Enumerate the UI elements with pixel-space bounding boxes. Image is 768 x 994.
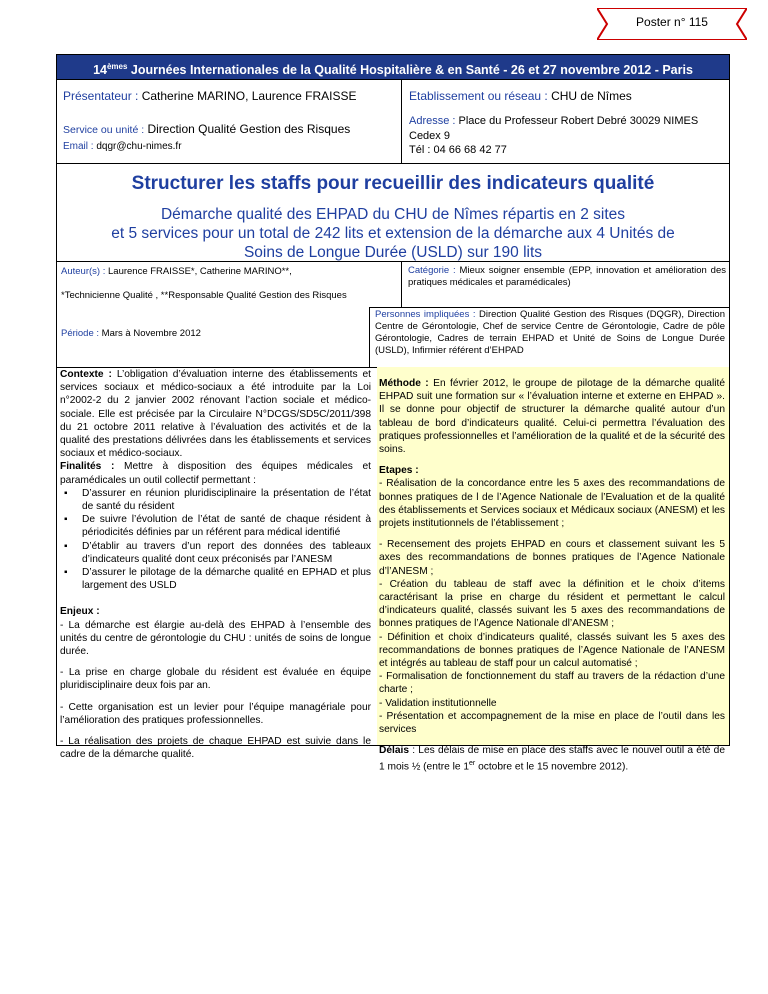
period: Période : Mars à Novembre 2012: [61, 328, 201, 339]
etape: - Définition et choix d’indicateurs qualité, classés suivant les 5 axes des recommandations de bonnes pratiques de l’Agence Nationale de l’ANESM et intégrés au tableau de staff pour un calcul automatisé ;: [379, 631, 725, 670]
poster-frame: [56, 54, 730, 773]
finalites-list: [60, 487, 371, 593]
enjeux-paragraph: - Cette organisation est un levier pour l’équipe managériale pour l’amélioration des pratiques professionnelles.: [60, 701, 371, 726]
authors-note: *Technicienne Qualité , **Responsable Qualité Gestion des Risques: [61, 290, 347, 301]
left-column: [60, 368, 371, 761]
persons-involved: Personnes impliquées : Direction Qualité Gestion des Risques (DQGR), Direction Centre de Gérontologie, Chef de service Centre de Gérontologie, Cadre de pôle Gérontologie, Cadres de terrain EHPAD et Unité de Soins de Longue Durée (USLD), Infirmier référent d’EHPAD: [375, 309, 725, 356]
etape: - Présentation et accompagnement de la mise en place de l’outil dans les services: [379, 710, 725, 736]
enjeux-heading: Enjeux :: [60, 606, 100, 618]
poster-title: Structurer les staffs pour recueillir des indicateurs qualité: [131, 173, 655, 194]
method: Méthode : En février 2012, le groupe de pilotage de la démarche qualité EHPAD suit une formation sur « l’évaluation interne et externe en EHPAD ». Il se donne pour objectif de structurer la démarche qualité autour d’un tableau de bord d’indicateurs qualité. Celui-ci permettra l’évaluation des pratiques professionnelles et l’amélioration de la qualité et de la sécurité des soins.: [379, 378, 725, 456]
etape: - Formalisation de fonctionnement du staff au travers de la rédaction d’une charte ;: [379, 671, 725, 696]
poster-number-badge: [597, 8, 747, 40]
list-item: ▪ De suivre l’évolution de l’état de santé de chaque résident à périodicités définies par un référent para médical identifié: [82, 513, 371, 539]
poster-number: Poster n° 115: [636, 15, 708, 29]
context: Contexte : L’obligation d’évaluation interne des établissements et services sociaux et médico-sociaux a été introduite par la Loi n°2002-2 du 2 janvier 2002 rénovant l’action sociale et médico-sociale. Elle est précisée par la Circulaire N°DCGS/SD5C/2011/398 du 21 octobre 2011 relative à l’évaluation des activités et de la qualité des prestations délivrées dans les établissements et services sociaux et médico-sociaux.: [60, 369, 371, 460]
address: Adresse : Place du Professeur Robert Debré 30029 NIMES Cedex 9 Tél : 04 66 68 42 77: [409, 115, 699, 156]
enjeux-paragraph: - La prise en charge globale du résident est évaluée en équipe pluridisciplinaire deux fois par an.: [60, 667, 371, 692]
authors: Auteur(s) : Laurence FRAISSE*, Catherine MARINO**,: [61, 266, 292, 277]
etape: - Création du tableau de staff avec la définition et le choix d’items caractérisant la prise en charge du résident et permettant le calcul d’indicateurs qualité, classés suivant les 5 axes des recommandations de bonnes pratiques de l’Agence Nationale dl’ANESM ;: [379, 578, 725, 630]
enjeux-paragraph: - La réalisation des projets de chaque EHPAD est suivie dans le cadre de la démarche qualité.: [60, 736, 371, 761]
enjeux-paragraph: - La démarche est élargie au-delà des EHPAD à l’ensemble des unités du centre de gérontologie du CHU : unités de soins de longue durée.: [60, 619, 371, 658]
email: Email : dqgr@chu-nimes.fr: [63, 141, 182, 152]
presenter: Présentateur : Catherine MARINO, Laurence FRAISSE: [63, 89, 357, 103]
establishment: Etablissement ou réseau : CHU de Nîmes: [409, 89, 632, 103]
etape: - Réalisation de la concordance entre les 5 axes des recommandations de bonnes pratiques de l de l’Agence Nationale de l’Evaluation et de la qualité des établissements et Services sociaux et Médicaux sociaux (ANESM) et les projets institutionnels de l’établissement ;: [379, 478, 725, 530]
list-item: ▪ D’assurer le pilotage de la démarche qualité en EPHAD et plus largement des USLD: [82, 566, 371, 592]
etapes-heading: Etapes :: [379, 465, 419, 477]
finalites: Finalités : Mettre à disposition des équipes médicales et paramédicales un outil collectif permettant :: [60, 461, 371, 486]
list-item: ▪ D’assurer en réunion pluridisciplinaire la présentation de l’état de santé du résident: [82, 487, 371, 513]
poster-subtitle: Démarche qualité des EHPAD du CHU de Nîmes répartis en 2 sites et 5 services pour un total de 242 lits et extension de la démarche aux 4 Unités de Soins de Longue Durée (USLD) sur 190 lits: [111, 206, 675, 261]
delais: Délais : Les délais de mise en place des staffs avec le nouvel outil a été de 1 mois ½ (entre le 1er octobre et le 15 novembre 2012).: [379, 745, 725, 773]
category: Catégorie : Mieux soigner ensemble (EPP, innovation et amélioration des pratiques médicales et paramédicales): [408, 265, 726, 288]
right-column: [379, 377, 725, 774]
list-item: ▪ D’établir au travers d’un report des données des tableaux d’indicateurs qualité dont ceux préconisés par l’ANESM: [82, 540, 371, 566]
etape: - Recensement des projets EHPAD en cours et classement suivant les 5 axes des recommandations de bonnes pratiques de l’Agence Nationale d’l’ANESM ;: [379, 539, 725, 577]
conference-banner: 14èmes Journées Internationales de la Qualité Hospitalière & en Santé - 26 et 27 novembre 2012 - Paris: [57, 55, 729, 79]
service-unit: Service ou unité : Direction Qualité Gestion des Risques: [63, 122, 351, 136]
etape: - Validation institutionnelle: [379, 697, 497, 709]
